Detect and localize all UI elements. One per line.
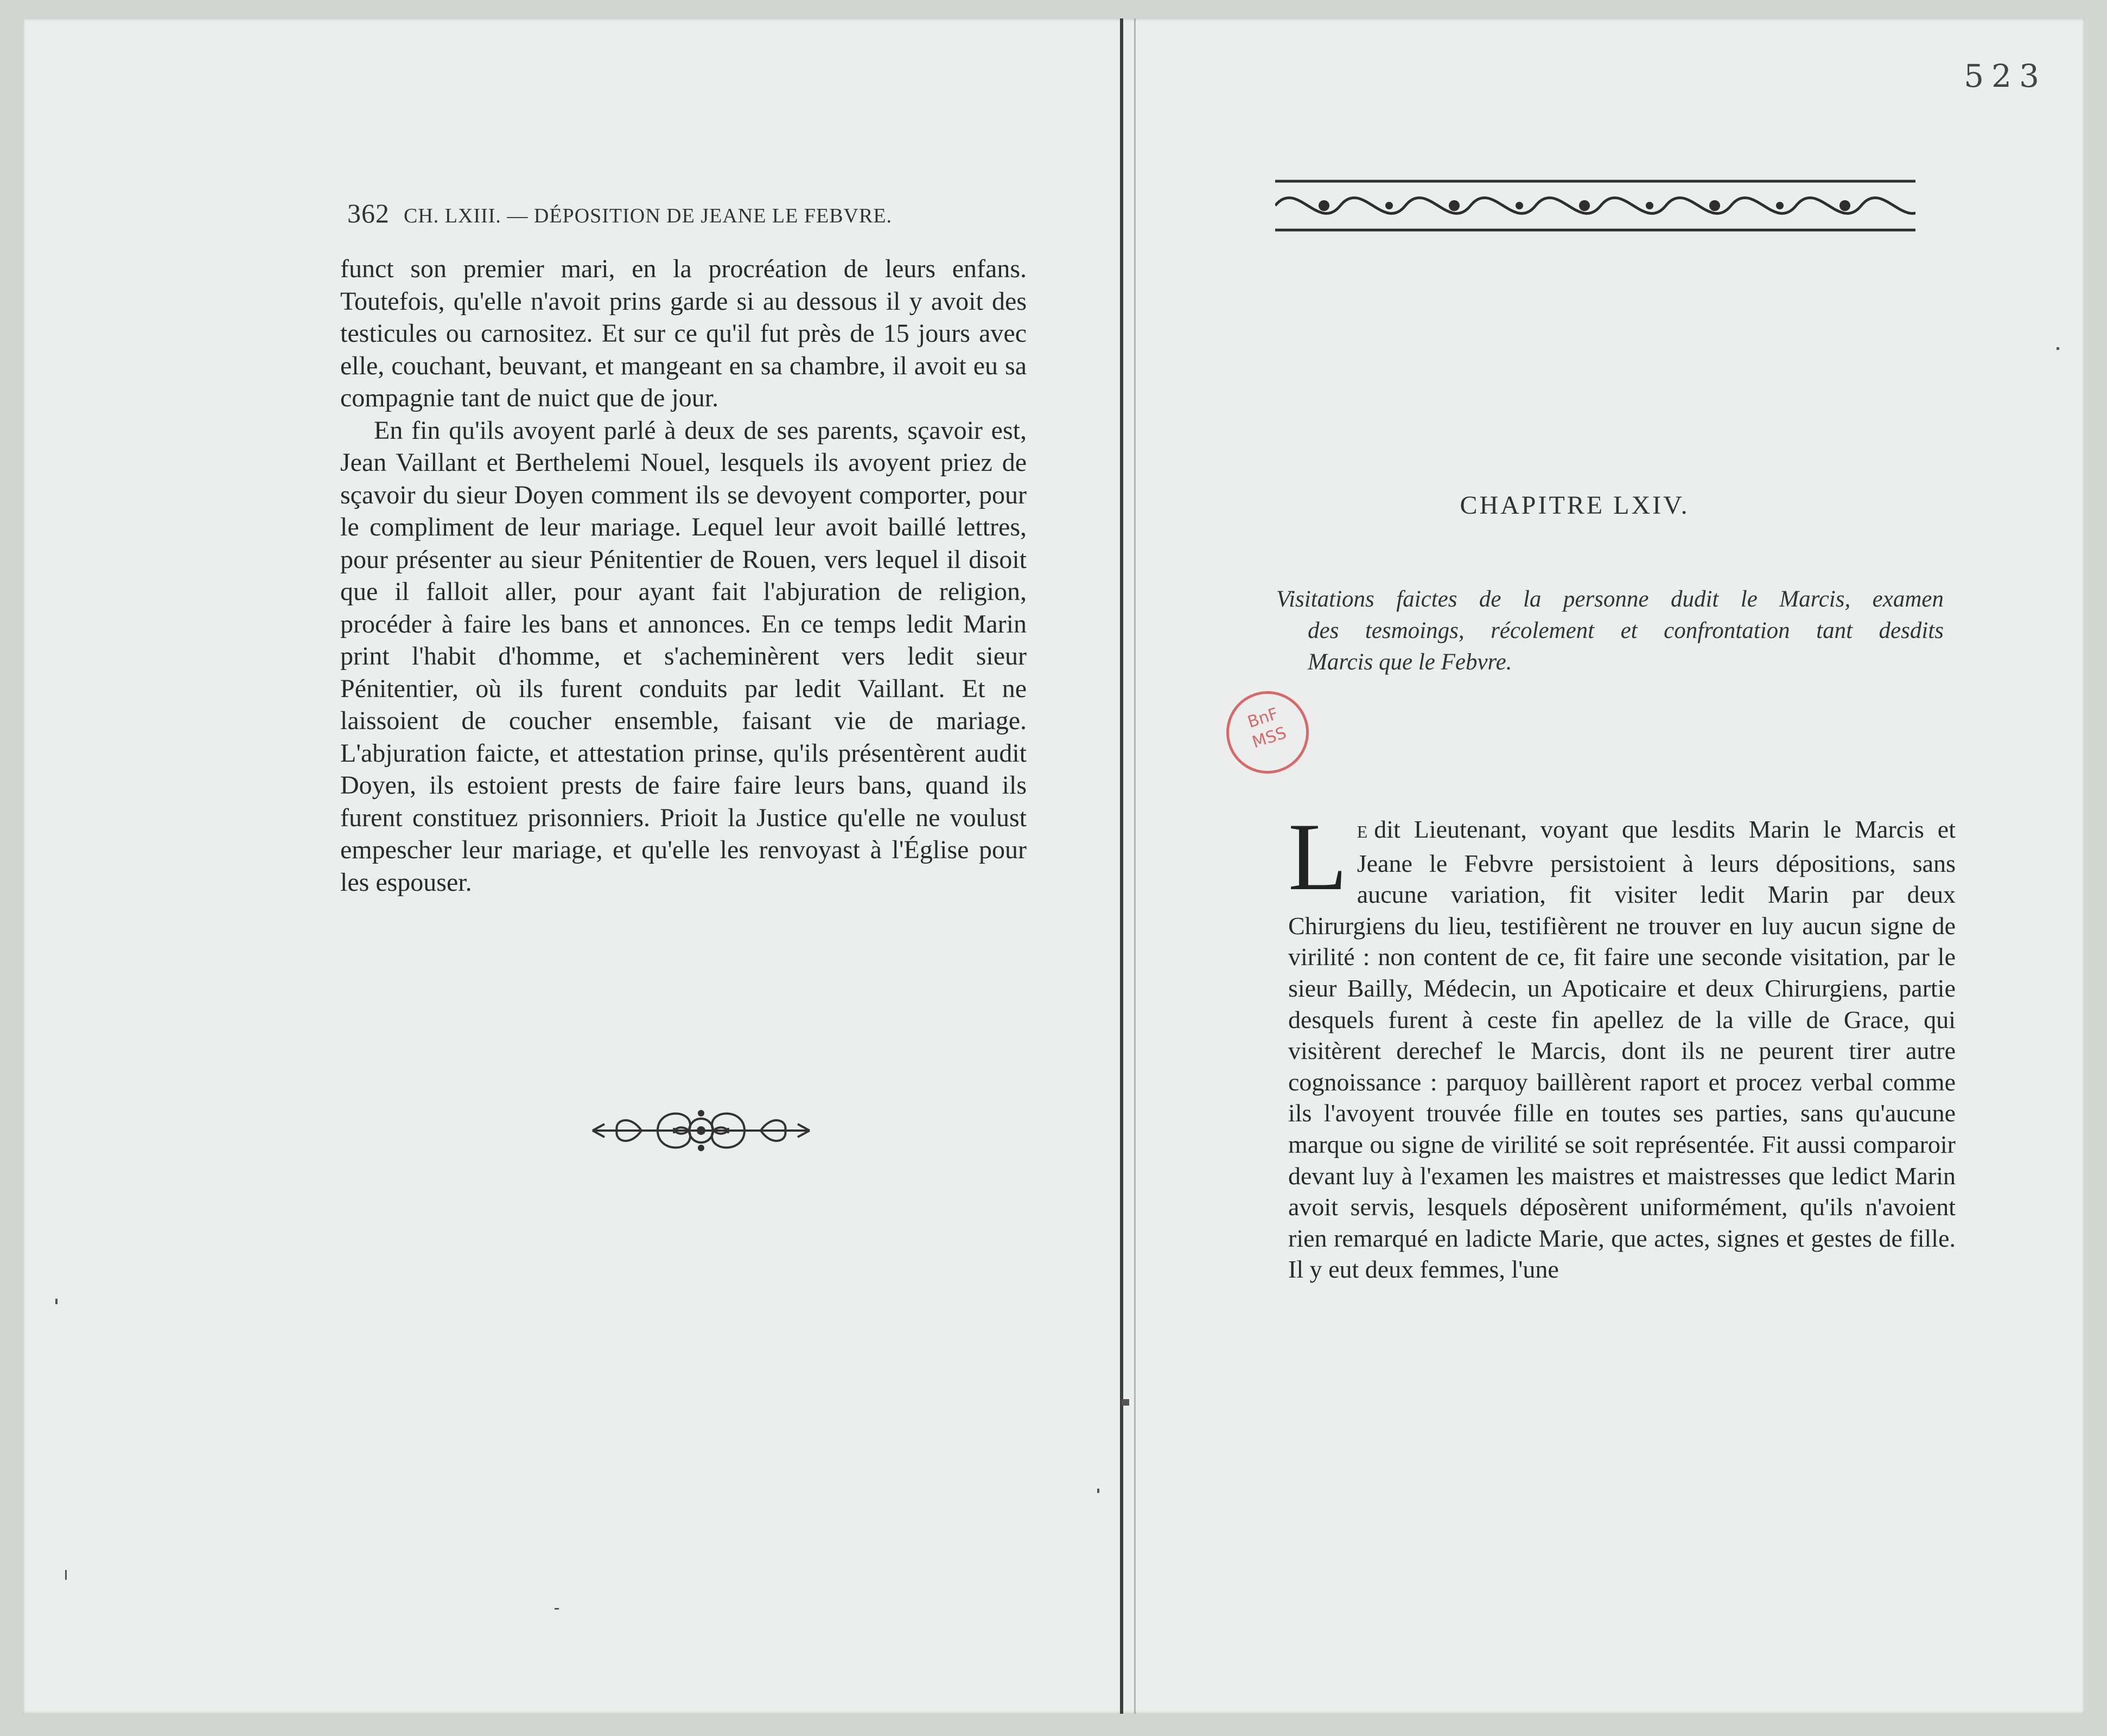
- scan-speck: [65, 1570, 67, 1580]
- library-stamp: [1215, 680, 1320, 784]
- scan-speck: [555, 1608, 559, 1610]
- running-head: [347, 197, 1020, 229]
- summary-line: Visitations faictes de la personne dudit le Marcis, examen: [1276, 586, 1944, 612]
- right-page-body: [1288, 803, 1956, 1285]
- left-page-body: [340, 253, 1027, 898]
- drop-cap: L: [1288, 803, 1347, 910]
- scan-speck: [2057, 347, 2059, 350]
- scan-speck: [1097, 1489, 1099, 1493]
- running-head-title: CH. LXIII. — DÉPOSITION DE JEANE LE FEBVRE.: [404, 205, 893, 227]
- page-number: 362: [347, 198, 390, 228]
- left-paragraph-2: En fin qu'ils avoyent parlé à deux de ses parents, sçavoir est, Jean Vaillant et Berthelemi Nouel, lesquels ils avoyent priez de sçavoir du sieur Doyen comment ils se devoyent comporter, pour le compliment de leur mariage. Lequel leur avoit baillé lettres, pour présenter au sieur Pénitentier de Rouen, vers lequel il disoit que il falloit aller, pour ayant fait l'abjuration de religion, procéder à faire les bans et annonces. En ce temps ledit Marin print l'habit d'homme, et s'acheminèrent vers ledit sieur Pénitentier, où ils furent conduits par ledit Vaillant. Et ne laissoient de coucher ensemble, faisant vie de mariage. L'abjuration faicte, et attestation prinse, qu'ils présentèrent audit Doyen, ils estoient prests de faire faire leurs bans, quand ils furent constituez prisonniers. Prioit la Justice qu'elle ne voulust empescher leur mariage, et qu'elle les renvoyast à l'Église pour les espouser.: [340, 416, 1027, 897]
- stamp-text: MSS: [1250, 723, 1289, 752]
- summary-line: Marcis que le Febvre.: [1308, 649, 1512, 675]
- left-paragraph-1: funct son premier mari, en la procréation de leurs enfans. Toutefois, qu'elle n'avoit prins garde si au dessous il y avoit des testicules ou carnositez. Et sur ce qu'il fut près de 15 jours avec elle, couchant, beuvant, et mangeant en sa chambre, il avoit eu sa compagnie tant de nuict que de jour.: [340, 254, 1027, 412]
- summary-line: des tesmoings, récolement et confrontation tant desdits: [1308, 618, 1944, 643]
- scan-speck: [55, 1299, 58, 1304]
- small-caps-letter: E: [1357, 822, 1368, 841]
- folio-number: 523: [1964, 58, 2047, 94]
- stamp-text: BnF: [1245, 704, 1281, 732]
- tailpiece-ornament-icon: [587, 1098, 815, 1163]
- chapter-title: CHAPITRE LXIV.: [1460, 491, 1690, 520]
- book-gutter-shadow: [1134, 18, 1136, 1714]
- headband-ornament-icon: [1275, 176, 1915, 235]
- scanned-sheet: [23, 18, 2085, 1714]
- chapter-summary: [1276, 584, 1944, 678]
- right-body-text: dit Lieutenant, voyant que lesdits Marin le Marcis et Jeane le Febvre persistoient à leurs dépositions, sans aucune variation, fit visiter ledit Marin par deux Chirurgiens du lieu, testifièrent ne trouver en luy aucun signe de virilité : non content de ce, fit faire une seconde visitation, par le sieur Bailly, Médecin, un Apoticaire et deux Chirurgiens, partie desquels furent à ceste fin apellez de la ville de Grace, qui visitèrent derechef le Marcis, dont ils ne peurent tirer autre cognoissance : parquoy baillèrent raport et procez verbal comme ils l'avoyent trouvée fille en toutes ses parties, sans qu'aucune marque ou signe de virilité se soit représentée. Fit aussi comparoir devant luy à l'examen les maistres et maistresses que ledict Marin avoit servis, lesquels déposèrent uniformément, qu'ils n'avoient rien remarqué en ladicte Marie, que actes, signes et gestes de fille. Il y eut deux femmes, l'une: [1288, 815, 1956, 1284]
- book-gutter: [1120, 18, 1123, 1714]
- scan-speck: [1122, 1399, 1129, 1406]
